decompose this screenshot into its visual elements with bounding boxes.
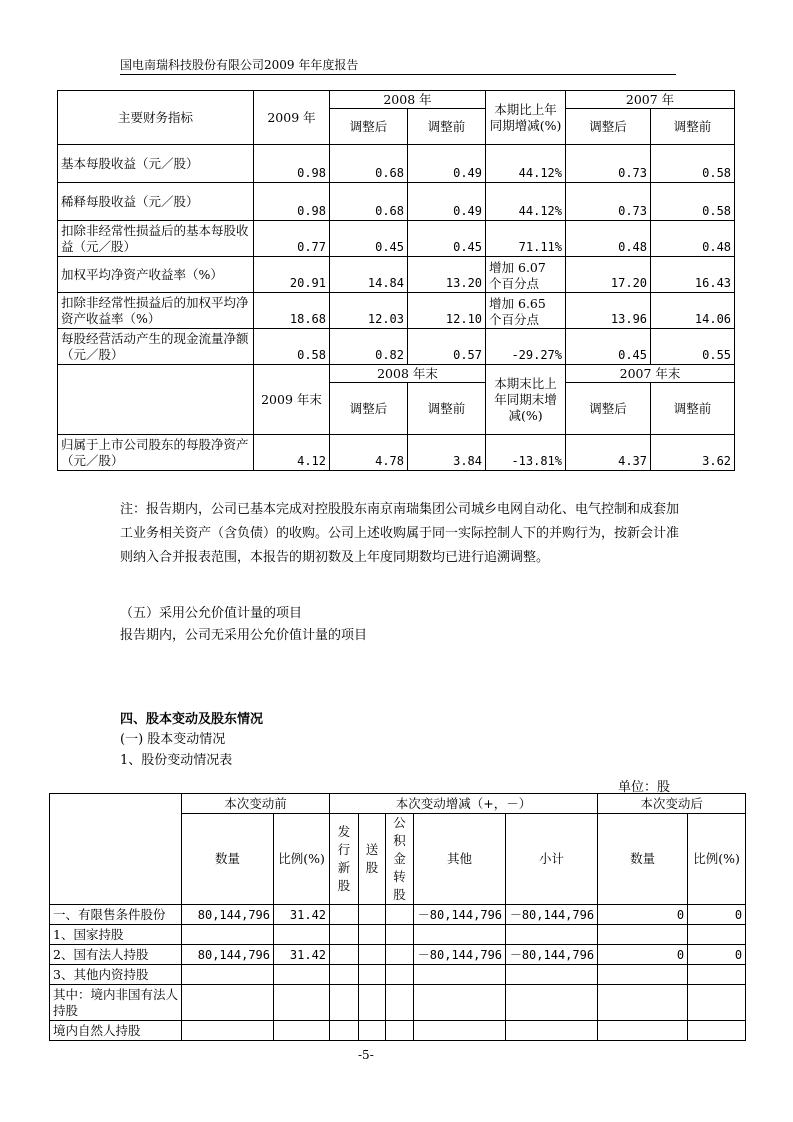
table-row [50, 985, 746, 1021]
value-2008-end-original: 3.84 [408, 435, 486, 471]
qty-before [182, 925, 274, 945]
value-change: 71.11% [486, 221, 566, 257]
section5-text: 报告期内，公司无采用公允价值计量的项目 [120, 628, 368, 643]
value-2009: 0.58 [254, 329, 330, 365]
other-value [414, 985, 506, 1021]
col-label-header: 主要财务指标 [58, 91, 254, 145]
value-change: 44.12% [486, 183, 566, 221]
value-2008-adjusted: 12.03 [330, 293, 408, 329]
table-row [58, 257, 735, 293]
ratio-after [688, 965, 746, 985]
issue-new-value [330, 985, 359, 1021]
issue-new-value [330, 1021, 359, 1041]
value-2008-adjusted: 0.68 [330, 145, 408, 183]
group-2007-header: 2007 年 [566, 91, 735, 109]
value-change: -29.27% [486, 329, 566, 365]
qty-after: 0 [598, 945, 688, 965]
change-end-header: 本期末比上年同期末增减(%) [486, 365, 566, 435]
bonus-value [359, 965, 386, 985]
qty-after [598, 925, 688, 945]
row-label: 每股经营活动产生的现金流量净额（元／股） [58, 329, 254, 365]
qty-before [182, 1021, 274, 1041]
qty-after [598, 985, 688, 1021]
value-2007-original: 0.58 [651, 145, 735, 183]
value-2009: 0.98 [254, 183, 330, 221]
bonus-value [359, 1021, 386, 1041]
issue-new-value [330, 945, 359, 965]
value-2009: 0.77 [254, 221, 330, 257]
qty-before: 80,144,796 [182, 905, 274, 925]
bonus-value [359, 945, 386, 965]
group-2008-end-header: 2008 年末 [330, 365, 486, 383]
value-2007-original: 0.55 [651, 329, 735, 365]
adjusted-before-2008-end: 调整前 [408, 383, 486, 435]
row-label: 加权平均净资产收益率（%） [58, 257, 254, 293]
table-row [50, 925, 746, 945]
ratio-after: 0 [688, 945, 746, 965]
subtotal-value [506, 965, 598, 985]
adjusted-after-2007-end: 调整后 [566, 383, 651, 435]
header-rule [120, 74, 676, 75]
report-header: 国电南瑞科技股份有限公司2009 年年度报告 [120, 58, 359, 72]
table-row [58, 145, 735, 183]
group-change-header: 本次变动增减（+，－） [330, 794, 598, 814]
value-2007-original: 0.48 [651, 221, 735, 257]
other-value [414, 1021, 506, 1041]
other-header: 其他 [414, 814, 506, 905]
reserve-value [386, 945, 414, 965]
row-label: 其中：境内非国有法人持股 [50, 985, 182, 1021]
value-2008-adjusted: 14.84 [330, 257, 408, 293]
section4-sub1: (一) 股本变动情况 [120, 732, 226, 747]
qty-before [182, 965, 274, 985]
qty-before: 80,144,796 [182, 945, 274, 965]
adjusted-after-2008-end: 调整后 [330, 383, 408, 435]
ratio-after [688, 925, 746, 945]
issue-new-value [330, 925, 359, 945]
subtotal-value: －80,144,796 [506, 905, 598, 925]
value-2007-original: 16.43 [651, 257, 735, 293]
ratio-before: 31.42 [274, 905, 330, 925]
adjusted-before-2007: 调整前 [651, 109, 735, 145]
table-row [58, 329, 735, 365]
qty-after-header: 数量 [598, 814, 688, 905]
row-label: 扣除非经常性损益后的加权平均净资产收益率（%） [58, 293, 254, 329]
other-value [414, 925, 506, 945]
empty-corner-cell [50, 794, 182, 905]
adjusted-before-2007-end: 调整前 [651, 383, 735, 435]
ratio-after [688, 1021, 746, 1041]
table-row [58, 183, 735, 221]
section5-title: （五）采用公允价值计量的项目 [120, 606, 303, 621]
value-change: 44.12% [486, 145, 566, 183]
reserve-header: 公积金转股 [393, 815, 406, 902]
value-2008-adjusted: 0.68 [330, 183, 408, 221]
ratio-before: 31.42 [274, 945, 330, 965]
value-2007-adjusted: 17.20 [566, 257, 651, 293]
value-change: 增加 6.07 个百分点 [486, 257, 566, 293]
value-2007-end-adjusted: 4.37 [566, 435, 651, 471]
page-number: -5- [358, 1048, 374, 1062]
qty-after [598, 965, 688, 985]
subtotal-value [506, 925, 598, 945]
row-label: 1、国家持股 [50, 925, 182, 945]
qty-after: 0 [598, 905, 688, 925]
ratio-after: 0 [688, 905, 746, 925]
subtotal-value [506, 985, 598, 1021]
ratio-before-header: 比例(%) [274, 814, 330, 905]
row-label: 归属于上市公司股东的每股净资产（元／股） [58, 435, 254, 471]
subtotal-value: －80,144,796 [506, 945, 598, 965]
ratio-before [274, 965, 330, 985]
value-change: 增加 6.65 个百分点 [486, 293, 566, 329]
note-paragraph: 注：报告期内，公司已基本完成对控股股东南京南瑞集团公司城乡电网自动化、电气控制和成套加工业务相关资产（含负债）的收购。公司上述收购属于同一实际控制人下的并购行为，按新会计准则纳入合并报表范围，本报告的期初数及上年度同期数均已进行追溯调整。 [120, 502, 680, 565]
bonus-value [359, 925, 386, 945]
row-label: 境内自然人持股 [50, 1021, 182, 1041]
qty-before-header: 数量 [182, 814, 274, 905]
bonus-value [359, 905, 386, 925]
reserve-value [386, 985, 414, 1021]
subtotal-header: 小计 [506, 814, 598, 905]
ratio-before [274, 925, 330, 945]
reserve-value [386, 1021, 414, 1041]
table-row [50, 965, 746, 985]
value-2008-adjusted: 0.82 [330, 329, 408, 365]
section4-title: 四、股本变动及股东情况 [120, 712, 264, 727]
value-2008-original: 0.45 [408, 221, 486, 257]
adjusted-after-2008: 调整后 [330, 109, 408, 145]
share-change-table [49, 793, 746, 1041]
other-value: －80,144,796 [414, 945, 506, 965]
value-2008-original: 13.20 [408, 257, 486, 293]
qty-before [182, 985, 274, 1021]
row-label: 3、其他内资持股 [50, 965, 182, 985]
value-2007-adjusted: 0.45 [566, 329, 651, 365]
section4-sub2: 1、股份变动情况表 [120, 753, 233, 768]
value-2007-adjusted: 0.48 [566, 221, 651, 257]
group-after-header: 本次变动后 [598, 794, 746, 814]
issue-new-value [330, 965, 359, 985]
group-2008-header: 2008 年 [330, 91, 486, 109]
value-2009: 20.91 [254, 257, 330, 293]
empty-label-cell [58, 365, 254, 435]
other-value: －80,144,796 [414, 905, 506, 925]
year-2009-header: 2009 年 [254, 91, 330, 145]
value-2007-original: 0.58 [651, 183, 735, 221]
value-2009: 0.98 [254, 145, 330, 183]
table-row [58, 293, 735, 329]
table-row [58, 435, 735, 471]
value-change-end: -13.81% [486, 435, 566, 471]
value-2008-end-adjusted: 4.78 [330, 435, 408, 471]
row-label: 基本每股收益（元／股） [58, 145, 254, 183]
row-label: 扣除非经常性损益后的基本每股收益（元／股） [58, 221, 254, 257]
table-row [50, 905, 746, 925]
value-2007-original: 14.06 [651, 293, 735, 329]
group-before-header: 本次变动前 [182, 794, 330, 814]
reserve-value [386, 925, 414, 945]
value-2007-adjusted: 13.96 [566, 293, 651, 329]
reserve-value [386, 905, 414, 925]
adjusted-after-2007: 调整后 [566, 109, 651, 145]
issue-new-value [330, 905, 359, 925]
row-label: 一、有限售条件股份 [50, 905, 182, 925]
year-2009-end-header: 2009 年末 [254, 365, 330, 435]
ratio-after-header: 比例(%) [688, 814, 746, 905]
value-2008-adjusted: 0.45 [330, 221, 408, 257]
row-label: 稀释每股收益（元／股） [58, 183, 254, 221]
ratio-before [274, 985, 330, 1021]
ratio-after [688, 985, 746, 1021]
financial-indicators-table [57, 90, 735, 471]
value-2007-adjusted: 0.73 [566, 145, 651, 183]
unit-label: 单位：股 [618, 780, 671, 795]
qty-after [598, 1021, 688, 1041]
row-label: 2、国有法人持股 [50, 945, 182, 965]
value-2007-end-original: 3.62 [651, 435, 735, 471]
issue-new-header: 发行新股 [337, 824, 351, 893]
ratio-before [274, 1021, 330, 1041]
bonus-header: 送股 [365, 842, 379, 875]
adjusted-before-2008: 调整前 [408, 109, 486, 145]
reserve-value [386, 965, 414, 985]
value-2009: 18.68 [254, 293, 330, 329]
table-row [50, 1021, 746, 1041]
group-2007-end-header: 2007 年末 [566, 365, 735, 383]
other-value [414, 965, 506, 985]
value-2008-original: 0.49 [408, 145, 486, 183]
value-2008-original: 0.57 [408, 329, 486, 365]
value-2009-end: 4.12 [254, 435, 330, 471]
change-header: 本期比上年同期增减(%) [486, 91, 566, 145]
bonus-value [359, 985, 386, 1021]
value-2008-original: 12.10 [408, 293, 486, 329]
value-2007-adjusted: 0.73 [566, 183, 651, 221]
value-2008-original: 0.49 [408, 183, 486, 221]
table-row [50, 945, 746, 965]
subtotal-value [506, 1021, 598, 1041]
table-row [58, 221, 735, 257]
